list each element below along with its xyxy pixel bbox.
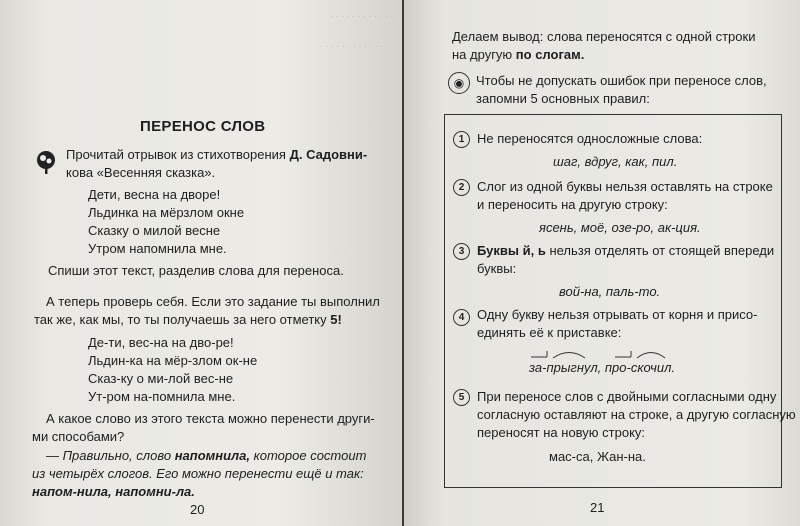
rule-example: вой-на, паль-то. (559, 284, 661, 299)
tree-icon (34, 150, 58, 174)
question-line: А какое слово из этого текста можно перенести други- (46, 411, 375, 426)
bleed-through-text: · · · · · · · · · · · · · (320, 41, 389, 51)
rule-number: 2 (453, 179, 470, 196)
bleed-through-text: · · · · · · · · · · · · (330, 11, 394, 21)
rule-number: 3 (453, 243, 470, 260)
rule-text: переносят на новую строку: (477, 425, 646, 440)
owl-icon: ◉ (448, 72, 470, 94)
rule-text: Не переносятся односложные слова: (477, 131, 703, 146)
rule-example: мас-са, Жан-на. (549, 449, 646, 464)
rule-text: Слог из одной буквы нельзя оставлять на строке (477, 179, 773, 194)
rule-text: Одну букву нельзя отрывать от корня и присо- (477, 307, 758, 322)
poem-split-line: Ут-ром на-помнила мне. (88, 389, 236, 404)
rule-text: согласную оставляют на строке, а другую согласную (477, 407, 796, 422)
task-line: кова «Весенняя сказка». (66, 165, 216, 180)
rule-text: Буквы й, ь нельзя отделять от стоящей впереди (477, 243, 775, 258)
conclusion-line: на другую по слогам. (452, 47, 585, 62)
answer-line: — Правильно, слово напомнила, которое состоит (46, 448, 367, 463)
poem-line: Дети, весна на дворе! (88, 187, 221, 202)
poem-split-line: Де-ти, вес-на на дво-ре! (88, 335, 234, 350)
rule-number: 5 (453, 389, 470, 406)
rule-example: за-прыгнул, про-скочил. (529, 360, 676, 375)
poem-split-line: Сказ-ку о ми-лой вес-не (88, 371, 234, 386)
poem-line: Утром напомнила мне. (88, 241, 227, 256)
rule-example: шаг, вдруг, как, пил. (553, 154, 678, 169)
task-line: Спиши этот текст, разделив слова для переноса. (48, 263, 344, 278)
rule-number: 1 (453, 131, 470, 148)
page-title: ПЕРЕНОС СЛОВ (140, 118, 266, 135)
answer-line: из четырёх слогов. Его можно перенести ещё и так: (32, 466, 364, 481)
rule-text: буквы: (477, 261, 517, 276)
rule-number: 4 (453, 309, 470, 326)
rule-example: ясень, моё, озе-ро, ак-ция. (539, 220, 701, 235)
conclusion-line: Делаем вывод: слова переносятся с одной строки (452, 29, 756, 44)
check-line: А теперь проверь себя. Если это задание ты выполнил (46, 294, 380, 309)
intro-line: Чтобы не допускать ошибок при переносе слов, (476, 73, 767, 88)
rules-box (444, 114, 796, 488)
task-line: Прочитай отрывок из стихотворения Д. Садовни- (66, 147, 368, 162)
right-page (404, 0, 800, 526)
rule-text: и переносить на другую строку: (477, 197, 668, 212)
rule-text: При переносе слов с двойными согласными одну (477, 389, 777, 404)
question-line: ми способами? (32, 429, 125, 444)
check-line: так же, как мы, то ты получаешь за него отметку 5! (34, 312, 342, 327)
intro-line: запомни 5 основных правил: (476, 91, 650, 106)
answer-line: напом-нила, напомни-ла. (32, 484, 195, 499)
page-number: 21 (590, 500, 605, 515)
poem-split-line: Льдин-ка на мёр-злом ок-не (88, 353, 258, 368)
poem-line: Сказку о милой весне (88, 223, 221, 238)
page-number: 20 (190, 502, 205, 517)
poem-line: Льдинка на мёрзлом окне (88, 205, 245, 220)
rule-text: единять её к приставке: (477, 325, 622, 340)
morpheme-arcs (529, 347, 689, 361)
